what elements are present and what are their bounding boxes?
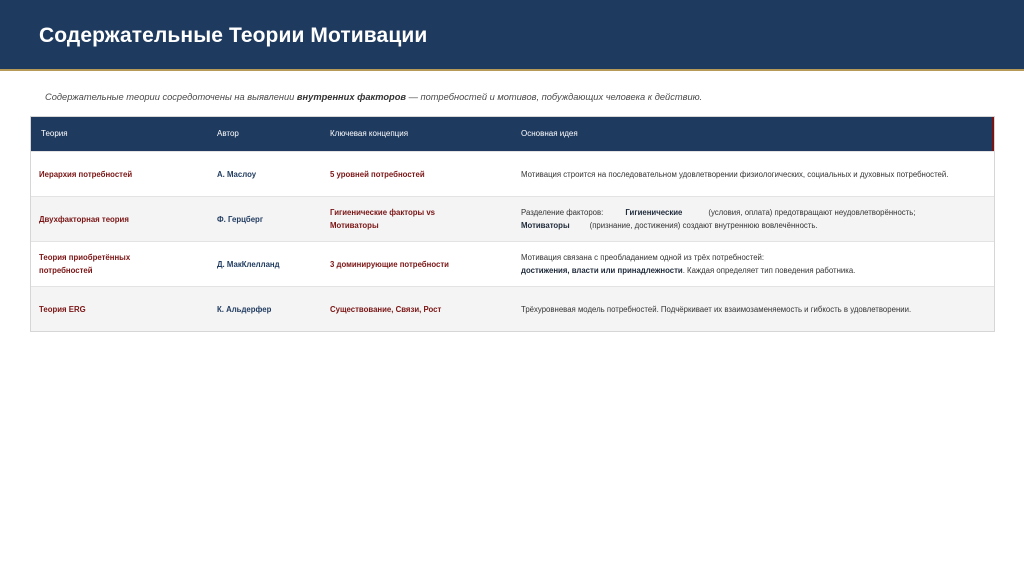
theory-text: Двухфакторная теория (39, 214, 129, 224)
concept-text: 5 уровней потребностей (330, 169, 425, 179)
idea-line (521, 219, 994, 232)
concept-text: Существование, Связи, Рост (330, 304, 442, 314)
table-row (31, 286, 994, 331)
header-idea: Основная идея (521, 129, 578, 138)
header-theory: Теория (41, 129, 68, 138)
header-bar (0, 0, 1024, 69)
idea-text: Трёхуровневая модель потребностей. Подчёркивает их взаимозаменяемость и гибкость в удовлетворении. (521, 304, 912, 314)
cell-concept (319, 287, 512, 331)
cell-author (204, 287, 319, 331)
author-text: А. Маслоу (217, 169, 257, 179)
theories-table (30, 116, 995, 332)
idea-bold: достижения, власти или принадлежности (521, 266, 683, 275)
cell-author (204, 152, 319, 196)
cell-author (204, 242, 319, 286)
intro-text (45, 92, 702, 102)
cell-idea (512, 287, 994, 331)
cell-theory (31, 197, 204, 241)
idea-text: . Каждая определяет тип поведения работника. (682, 266, 856, 275)
table-row (31, 241, 994, 286)
intro-prefix: Содержательные теории сосредоточены на выявлении (45, 92, 297, 102)
cell-concept (319, 152, 512, 196)
header-author: Автор (217, 129, 239, 138)
concept-text: Гигиенические факторы vs (330, 208, 435, 217)
cell-idea (512, 197, 994, 241)
author-text: К. Альдерфер (217, 304, 272, 314)
header-divider (0, 69, 1024, 71)
idea-line (521, 206, 994, 219)
cell-theory (31, 242, 204, 286)
theory-text: Иерархия потребностей (39, 169, 133, 179)
theory-text-2: потребностей (39, 266, 93, 275)
author-text: Д. МакКлелланд (217, 259, 280, 269)
cell-idea (512, 242, 994, 286)
idea-text: Мотивация строится на последовательном удовлетворении физиологических, социальных и духовных потребностей. (521, 169, 949, 179)
idea-bold: Гигиенические (625, 208, 683, 217)
cell-concept (319, 197, 512, 241)
header-concept: Ключевая концепция (330, 129, 409, 138)
idea-line: Мотивация связана с преобладанием одной из трёх потребностей: (521, 253, 765, 262)
cell-theory (31, 152, 204, 196)
table-header (31, 117, 994, 151)
idea-text: Разделение факторов: (521, 208, 604, 217)
table-row (31, 196, 994, 241)
intro-bold: внутренних факторов (296, 92, 407, 102)
theory-text: Теория ERG (39, 304, 86, 314)
table-row (31, 151, 994, 196)
idea-text: (условия, оплата) предотвращают неудовлетворённость; (708, 208, 916, 217)
cell-idea (512, 152, 994, 196)
intro-suffix: — потребностей и мотивов, побуждающих человека к действию. (406, 92, 703, 102)
cell-author (204, 197, 319, 241)
cell-concept (319, 242, 512, 286)
idea-bold: Мотиваторы (521, 221, 570, 230)
concept-text-2: Мотиваторы (330, 221, 379, 230)
author-text: Ф. Герцберг (217, 214, 264, 224)
page-title: Содержательные Теории Мотивации (39, 24, 428, 47)
idea-line (521, 264, 994, 277)
cell-theory (31, 287, 204, 331)
concept-text: 3 доминирующие потребности (330, 259, 449, 269)
idea-text: (признание, достижения) создают внутреннюю вовлечённость. (589, 221, 818, 230)
theory-text: Теория приобретённых (39, 253, 131, 262)
